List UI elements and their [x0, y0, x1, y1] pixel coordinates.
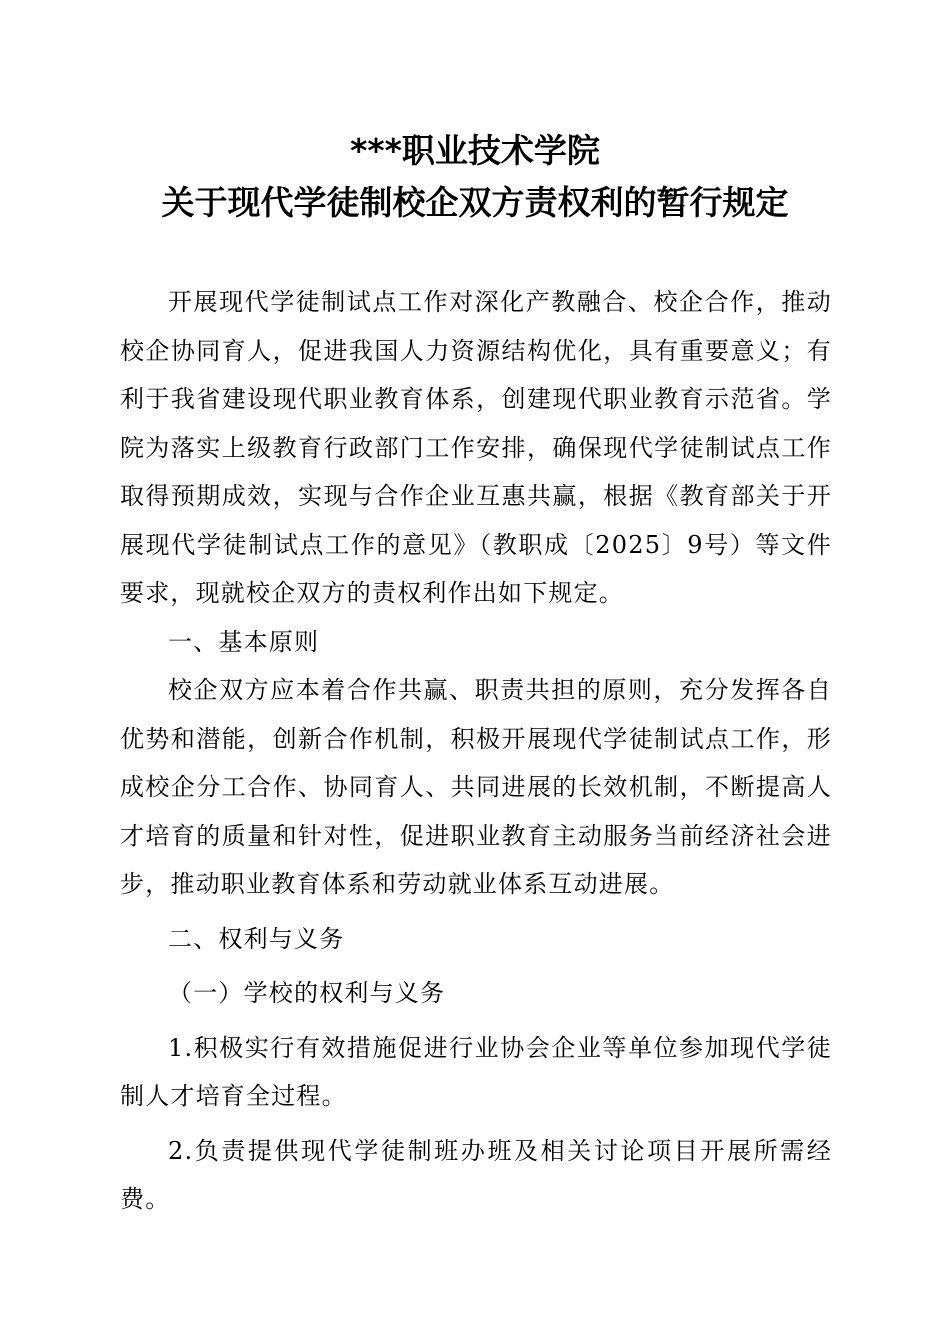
paragraph-intro: 开展现代学徒制试点工作对深化产教融合、校企合作，推动校企协同育人，促进我国人力资源结构优化，具有重要意义；有利于我省建设现代职业教育体系，创建现代职业教育示范省。学院为落实上级教育行政部门工作安排，确保现代学徒制试点工作取得预期成效，实现与合作企业互惠共赢，根据《教育部关于开展现代学徒制试点工作的意见》（教职成〔2025〕9号）等文件要求，现就校企双方的责权利作出如下规定。 — [120, 288, 832, 607]
document-title-line2: 关于现代学徒制校企双方责权利的暂行规定 — [161, 183, 789, 222]
subheading-school-rights: （一）学校的权利与义务 — [168, 979, 446, 1007]
document-body — [120, 278, 832, 1224]
document-title-line1: ***职业技术学院 — [350, 131, 600, 170]
heading-rights-obligations: 二、权利与义务 — [168, 924, 345, 953]
paragraph-basic-principles: 校企双方应本着合作共赢、职责共担的原则，充分发挥各自优势和潜能，创新合作机制，积极开展现代学徒制试点工作，形成校企分工合作、协同育人、共同进展的长效机制，不断提高人才培育的质量和针对性，促进职业教育主动服务当前经济社会进步，推动职业教育体系和劳动就业体系互动进展。 — [120, 676, 832, 898]
heading-basic-principles: 一、基本原则 — [168, 627, 320, 656]
list-item-1: 1.积极实行有效措施促进行业协会企业等单位参加现代学徒制人才培育全过程。 — [120, 1033, 832, 1110]
list-item-2: 2.负责提供现代学徒制班办班及相关讨论项目开展所需经费。 — [120, 1136, 832, 1213]
